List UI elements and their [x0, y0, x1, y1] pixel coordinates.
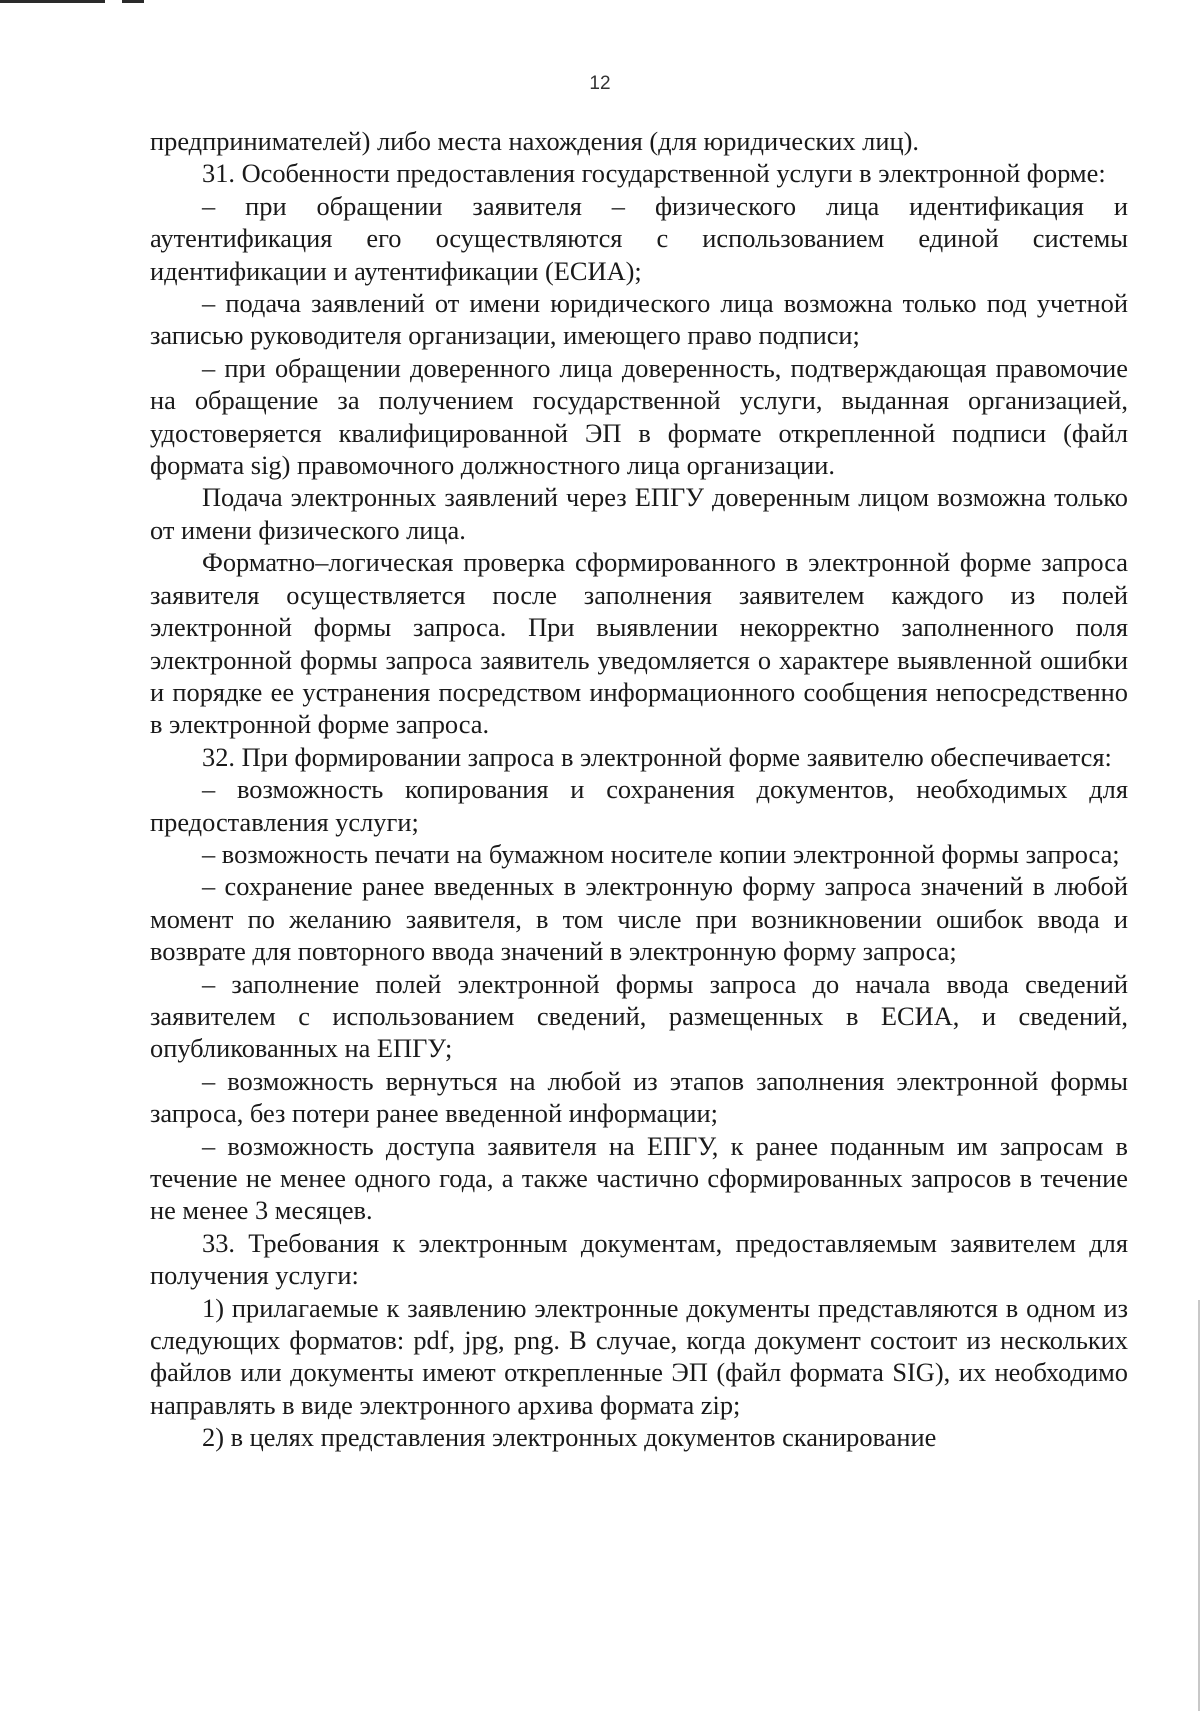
paragraph: Форматно–логическая проверка сформированного в электронной форме запроса заявителя осуществляется после заполнения заявителем каждого из полей электронной формы запроса. При выявлении некорректно заполненного поля электронной формы запроса заявитель уведомляется о характере выявленной ошибки и порядке ее устранения посредством информационного сообщения непосредственно в электронной форме запроса. [150, 547, 1128, 740]
paragraph-list-item: – возможность копирования и сохранения документов, необходимых для предоставления услуги; [150, 774, 1128, 837]
paragraph-continuation: предпринимателей) либо места нахождения (для юридических лиц). [150, 126, 919, 156]
paragraph-list-item: – возможность печати на бумажном носителе копии электронной формы запроса; [202, 838, 1120, 869]
paragraph-list-item: 1) прилагаемые к заявлению электронные документы представляются в одном из следующих форматов: pdf, jpg, png. В случае, когда документ состоит из нескольких файлов или документы имеют открепленные ЭП (файл формата SIG), их необходимо направлять в виде электронного архива формата zip; [150, 1292, 1128, 1420]
paragraph: Подача электронных заявлений через ЕПГУ доверенным лицом возможна только от имени физического лица. [150, 482, 1128, 545]
paragraph-clause-32: 32. При формировании запроса в электронной форме заявителю обеспечивается: [202, 741, 1112, 772]
paragraph-list-item: – заполнение полей электронной формы запроса до начала ввода сведений заявителем с использованием сведений, размещенных в ЕСИА, и сведений, опубликованных на ЕПГУ; [150, 968, 1128, 1064]
document-body [150, 125, 1128, 1454]
paragraph-list-item: – возможность вернуться на любой из этапов заполнения электронной формы запроса, без потери ранее введенной информации; [150, 1065, 1128, 1129]
paragraph-clause-31: 31. Особенности предоставления государственной услуги в электронной форме: [202, 158, 1106, 189]
paragraph-list-item: – подача заявлений от имени юридического лица возможна только под учетной записью руководителя организации, имеющего право подписи; [150, 288, 1128, 351]
paragraph-list-item: 2) в целях представления электронных документов сканирование [202, 1422, 937, 1453]
scan-artifact-line [0, 0, 105, 3]
paragraph-list-item: – при обращении заявителя – физического лица идентификация и аутентификация его осуществляются с использованием единой системы идентификации и аутентификации (ЕСИА); [150, 190, 1128, 286]
paragraph-clause-33: 33. Требования к электронным документам, предоставляемым заявителем для получения услуги: [150, 1227, 1128, 1291]
paragraph-list-item: – возможность доступа заявителя на ЕПГУ, к ранее поданным им запросам в течение не менее одного года, а также частично сформированных запросов в течение не менее 3 месяцев. [150, 1130, 1128, 1226]
paragraph-list-item: – сохранение ранее введенных в электронную форму запроса значений в любой момент по желанию заявителя, в том числе при возникновении ошибок ввода и возврате для повторного ввода значений в электронную форму запроса; [150, 871, 1128, 967]
paragraph-list-item: – при обращении доверенного лица доверенность, подтверждающая правомочие на обращение за получением государственной услуги, выданная организацией, удостоверяется квалифицированной ЭП в формате открепленной подписи (файл формата sig) правомочного должностного лица организации. [150, 352, 1128, 481]
page-number: 12 [589, 73, 611, 94]
scan-artifact-line [122, 0, 144, 3]
